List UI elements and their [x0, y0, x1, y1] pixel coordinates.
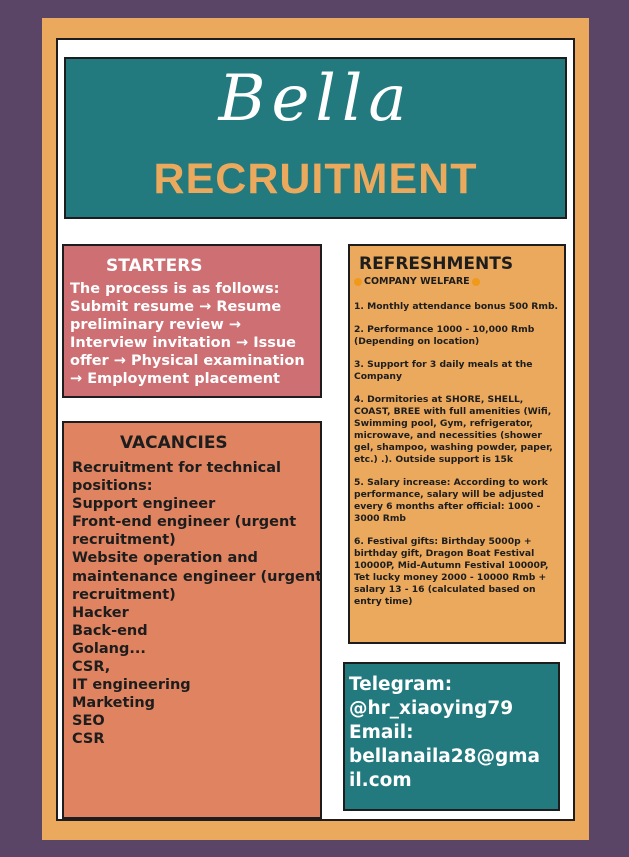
- orange-dot-icon: [472, 278, 480, 286]
- email-address-line1: bellanaila28@gma: [349, 746, 541, 767]
- starters-box: [62, 244, 322, 398]
- vacancy-line: Hacker: [72, 604, 129, 621]
- starters-process-text: The process is as follows: Submit resume → Resume preliminary review → Interview invitation → Issue offer → Physical examination → Employment placement: [70, 281, 305, 387]
- welfare-item: 1. Monthly attendance bonus 500 Rmb.: [354, 301, 559, 312]
- header-banner: [64, 57, 567, 219]
- refreshments-title: REFRESHMENTS: [359, 254, 514, 274]
- vacancies-list: [64, 453, 323, 749]
- welfare-item: 3. Support for 3 daily meals at the Company: [354, 359, 533, 382]
- vacancy-line: Marketing: [72, 695, 156, 712]
- welfare-item: 6. Festival gifts: Birthday 5000p + birthday gift, Dragon Boat Festival 10000P, Mid-Autumn Festival 10000P, Tet lucky money 2000 - 10000 Rmb + salary 13 - 16 (calculated based on entry time): [354, 536, 549, 607]
- vacancy-line: Front-end engineer (urgent: [72, 514, 297, 531]
- vacancy-line: CSR,: [72, 659, 111, 676]
- vacancy-line: Recruitment for technical: [72, 460, 282, 476]
- welfare-item: 2. Performance 1000 - 10,000 Rmb (Depending on location): [354, 324, 535, 347]
- company-welfare-label: [350, 274, 564, 287]
- vacancy-line: positions:: [72, 478, 153, 495]
- vacancy-line: SEO: [72, 713, 105, 730]
- vacancy-line: Back-end: [72, 622, 148, 639]
- refreshments-box: [348, 244, 566, 644]
- vacancy-line: Support engineer: [72, 496, 216, 513]
- company-welfare-text: COMPANY WELFARE: [364, 276, 470, 287]
- vacancy-line: maintenance engineer (urgent: [72, 568, 323, 585]
- email-address-line2: il.com: [349, 770, 412, 791]
- header-subtitle: RECRUITMENT: [153, 155, 478, 203]
- page-edge-left: [0, 0, 28, 857]
- telegram-label: Telegram:: [349, 674, 453, 695]
- vacancy-line: Website operation and: [72, 550, 258, 567]
- vacancy-line: recruitment): [72, 532, 176, 549]
- vacancy-line: Golang...: [72, 640, 146, 657]
- telegram-handle: @hr_xiaoying79: [349, 698, 514, 719]
- welfare-item: 5. Salary increase: According to work performance, salary will be adjusted every 6 months after official: 1000 - 3000 Rmb: [354, 477, 548, 524]
- vacancy-line: IT engineering: [72, 677, 191, 694]
- vacancies-title: VACANCIES: [120, 433, 228, 453]
- orange-dot-icon: [354, 278, 362, 286]
- vacancies-box: [62, 421, 322, 819]
- starters-title: STARTERS: [106, 256, 203, 276]
- header-script-title: Bella: [218, 62, 413, 136]
- email-label: Email:: [349, 722, 414, 743]
- contact-box: [343, 662, 560, 811]
- vacancy-line: CSR: [72, 731, 105, 748]
- page-edge-right: [601, 0, 629, 857]
- welfare-item: 4. Dormitories at SHORE, SHELL, COAST, BREE with full amenities (Wifi, Swimming pool, Gym, refrigerator, microwave, and necessities (shower gel, shampoo, washing powder, paper, etc.) .). Outside support is 15k: [354, 394, 553, 465]
- vacancy-line: recruitment): [72, 586, 176, 603]
